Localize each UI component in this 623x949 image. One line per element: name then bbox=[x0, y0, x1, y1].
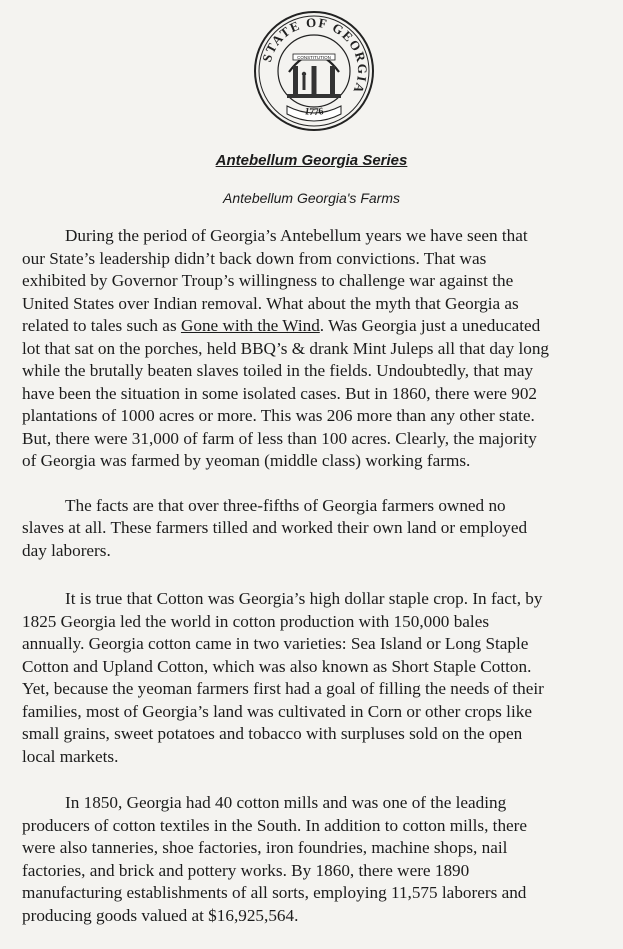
text-line: annually. Georgia cotton came in two varieties: Sea Island or Long Staple bbox=[22, 634, 529, 653]
series-title: Antebellum Georgia Series bbox=[215, 152, 408, 169]
seal-year: 1776 bbox=[303, 106, 325, 119]
text-line: manufacturing establishments of all sorts, employing 11,575 laborers and bbox=[22, 883, 527, 902]
text-line: United States over Indian removal. What about the myth that Georgia as bbox=[22, 293, 519, 313]
seal-ring-text: STATE OF GEORGIA bbox=[259, 14, 371, 97]
text-line: our State’s leadership didn’t back down from convictions. That was bbox=[22, 248, 487, 268]
text-line: small grains, sweet potatoes and tobacco with surpluses sold on the open bbox=[22, 724, 523, 743]
article-subtitle: Antebellum Georgia's Farms bbox=[223, 190, 400, 206]
text-line: have been the situation in some isolated cases. But in 1860, there were 902 bbox=[22, 383, 538, 403]
paragraph-1 bbox=[22, 225, 614, 473]
text-line: In 1850, Georgia had 40 cotton mills and was one of the leading bbox=[65, 793, 507, 812]
text-line: exhibited by Governor Troup’s willingness to challenge war against the bbox=[22, 271, 514, 290]
text-line: It is true that Cotton was Georgia’s high dollar staple crop. In fact, by bbox=[65, 589, 543, 608]
state-seal bbox=[253, 10, 375, 132]
text-line: producers of cotton textiles in the South. In addition to cotton mills, there bbox=[22, 815, 528, 835]
text-segment: related to tales such as bbox=[22, 316, 181, 335]
paragraph-2 bbox=[22, 495, 614, 563]
seal-banner-text: CONSTITUTION bbox=[297, 55, 331, 60]
paragraph-3 bbox=[22, 588, 614, 768]
text-line: During the period of Georgia’s Antebellum years we have seen that bbox=[65, 226, 528, 245]
text-line: while the brutally beaten slaves toiled in the fields. Undoubtedly, that may bbox=[22, 361, 534, 380]
text-line: families, most of Georgia’s land was cultivated in Corn or other crops like bbox=[22, 701, 532, 721]
text-line: of Georgia was farmed by yeoman (middle class) working farms. bbox=[22, 451, 471, 470]
text-line-with-title bbox=[22, 315, 614, 338]
text-line: Cotton and Upland Cotton, which was also known as Short Staple Cotton. bbox=[22, 656, 532, 676]
text-line: The facts are that over three-fifths of Georgia farmers owned no bbox=[65, 495, 506, 515]
text-segment: . Was Georgia just a uneducated bbox=[319, 316, 541, 335]
article-body bbox=[22, 225, 614, 949]
book-title: Gone with the Wind bbox=[180, 316, 320, 335]
text-line: 1825 Georgia led the world in cotton production with 150,000 bales bbox=[22, 611, 490, 631]
text-line: slaves at all. These farmers tilled and worked their own land or employed bbox=[22, 518, 528, 537]
text-line: lot that sat on the porches, held BBQ’s & drank Mint Juleps all that day long bbox=[22, 338, 550, 358]
text-line: day laborers. bbox=[22, 540, 111, 560]
text-line: producing goods valued at $16,925,564. bbox=[22, 905, 299, 925]
text-line: were also tanneries, shoe factories, iron foundries, machine shops, nail bbox=[22, 838, 508, 857]
paragraph-4 bbox=[22, 792, 614, 927]
text-line: factories, and brick and pottery works. By 1860, there were 1890 bbox=[22, 860, 470, 880]
text-line: Yet, because the yeoman farmers first had a goal of filling the needs of their bbox=[22, 679, 544, 698]
text-line: But, there were 31,000 of farm of less than 100 acres. Clearly, the majority bbox=[22, 428, 537, 448]
text-line: local markets. bbox=[22, 746, 119, 766]
text-line: plantations of 1000 acres or more. This was 206 more than any other state. bbox=[22, 406, 535, 425]
seal-graphic bbox=[253, 10, 375, 132]
